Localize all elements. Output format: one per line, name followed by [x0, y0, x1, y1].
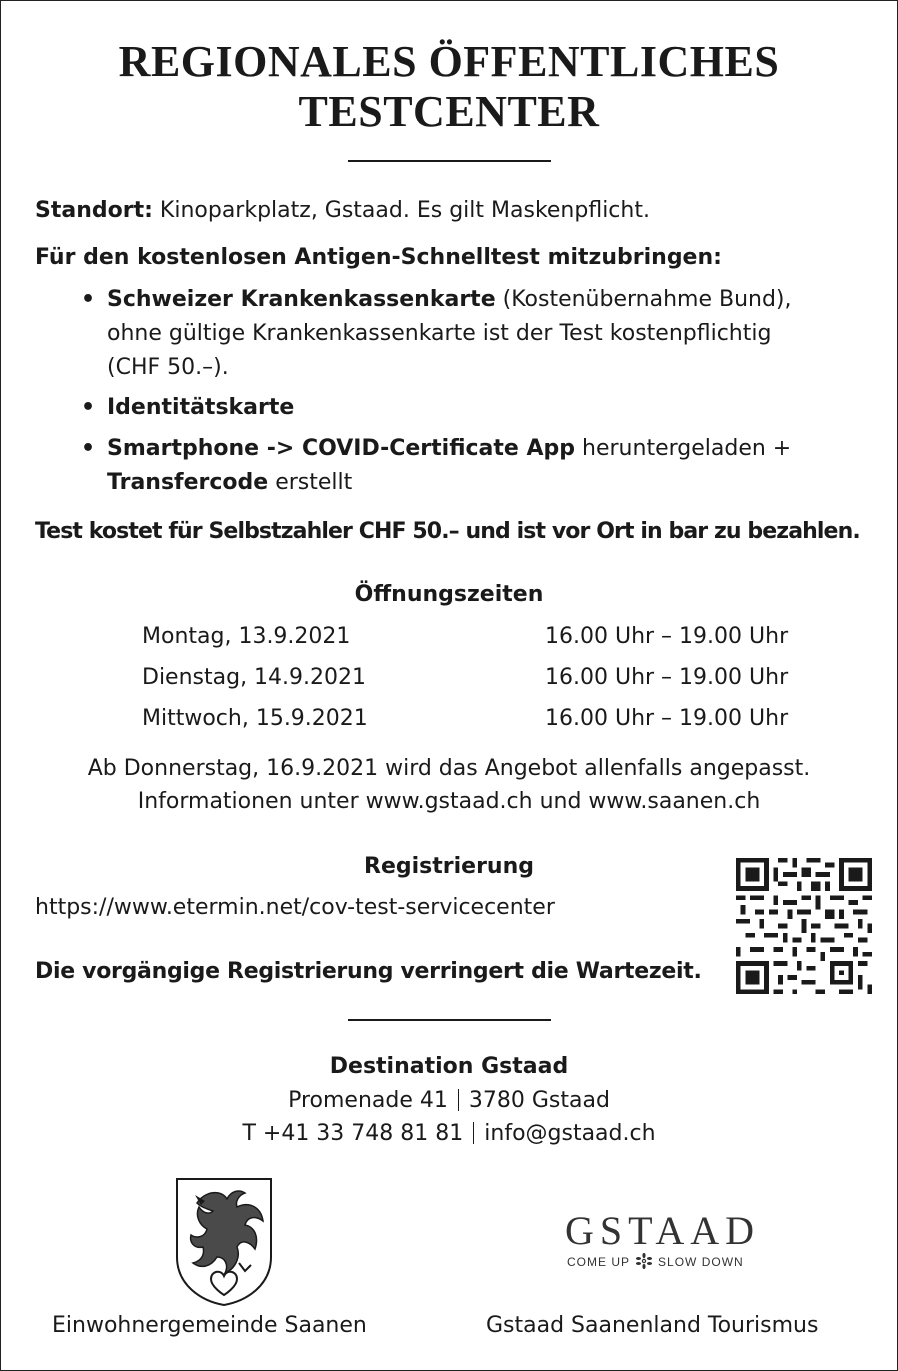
hours-note-line-2: Informationen unter www.gstaad.ch und www.saanen.ch [137, 789, 761, 814]
gstaad-wordmark: GSTAAD [565, 1208, 761, 1253]
bullet-dot-3: • [81, 436, 96, 461]
tagline-right: SLOW DOWN [658, 1255, 744, 1269]
location-line [35, 197, 650, 225]
bullet-1-text: (Kostenübernahme Bund), [502, 287, 792, 312]
divider-bottom [348, 1019, 551, 1021]
registration-url[interactable]: https://www.etermin.net/cov-test-servicecenter [35, 895, 555, 920]
hours-day-2: Dienstag, 14.9.2021 [142, 665, 367, 690]
title-line-1: REGIONALES ÖFFENTLICHES [118, 37, 780, 86]
bullet-dot-1: • [81, 287, 96, 312]
bring-heading: Für den kostenlosen Antigen-Schnelltest mitzubringen: [35, 245, 722, 270]
location-label: Standort: [35, 198, 153, 223]
contact-city: 3780 Gstaad [468, 1088, 610, 1113]
bullet-3-line-2-bold: Transfercode [107, 470, 269, 495]
hours-time-2: 16.00 Uhr – 19.00 Uhr [545, 665, 789, 690]
divider-top [348, 160, 551, 162]
tagline-left: COME UP [567, 1255, 631, 1269]
bullet-dot-2: • [81, 395, 96, 420]
hours-heading: Öffnungszeiten [354, 582, 544, 607]
qr-code-icon[interactable] [736, 858, 872, 994]
separator [473, 1122, 474, 1144]
contact-org: Destination Gstaad [329, 1054, 569, 1079]
contact-phone-email [1, 1120, 897, 1148]
bullet-3-text: heruntergeladen + [582, 436, 792, 461]
hours-day-3: Mittwoch, 15.9.2021 [142, 706, 368, 731]
left-logo-caption: Einwohnergemeinde Saanen [52, 1313, 367, 1338]
title-line-2: TESTCENTER [298, 87, 600, 136]
bullet-3-line-2-text: erstellt [275, 470, 353, 495]
bullet-1-line-2: ohne gültige Krankenkassenkarte ist der Test kostenpflichtig [107, 321, 772, 346]
bullet-1-line-1 [107, 286, 792, 314]
edelweiss-icon [633, 1253, 655, 1269]
gstaad-logo [565, 1209, 775, 1273]
contact-phone: T +41 33 748 81 81 [242, 1121, 464, 1146]
hours-time-1: 16.00 Uhr – 19.00 Uhr [545, 624, 789, 649]
bullet-3-bold: Smartphone -> COVID-Certificate App [107, 436, 576, 461]
contact-street: Promenade 41 [288, 1088, 448, 1113]
saanen-crest-icon [175, 1177, 273, 1307]
contact-email[interactable]: info@gstaad.ch [484, 1121, 656, 1146]
contact-address [1, 1087, 897, 1115]
right-logo-caption: Gstaad Saanenland Tourismus [486, 1313, 819, 1338]
registration-heading: Registrierung [364, 854, 534, 879]
bullet-1-bold: Schweizer Krankenkassenkarte [107, 287, 496, 312]
hours-note-line-1: Ab Donnerstag, 16.9.2021 wird das Angebot allenfalls angepasst. [87, 756, 811, 781]
bullet-1-line-3: (CHF 50.–). [107, 355, 229, 380]
registration-note: Die vorgängige Registrierung verringert die Wartezeit. [35, 959, 702, 984]
bullet-3-line-1 [107, 435, 791, 463]
separator [458, 1089, 459, 1111]
hours-day-1: Montag, 13.9.2021 [142, 624, 351, 649]
bullet-3-line-2 [107, 469, 352, 497]
hours-time-3: 16.00 Uhr – 19.00 Uhr [545, 706, 789, 731]
gstaad-tagline [567, 1253, 744, 1270]
cost-note: Test kostet für Selbstzahler CHF 50.– und ist vor Ort in bar zu bezahlen. [35, 519, 860, 544]
bullet-2: Identitätskarte [107, 395, 295, 420]
page-title [1, 37, 897, 137]
location-text: Kinoparkplatz, Gstaad. Es gilt Maskenpflicht. [159, 198, 650, 223]
